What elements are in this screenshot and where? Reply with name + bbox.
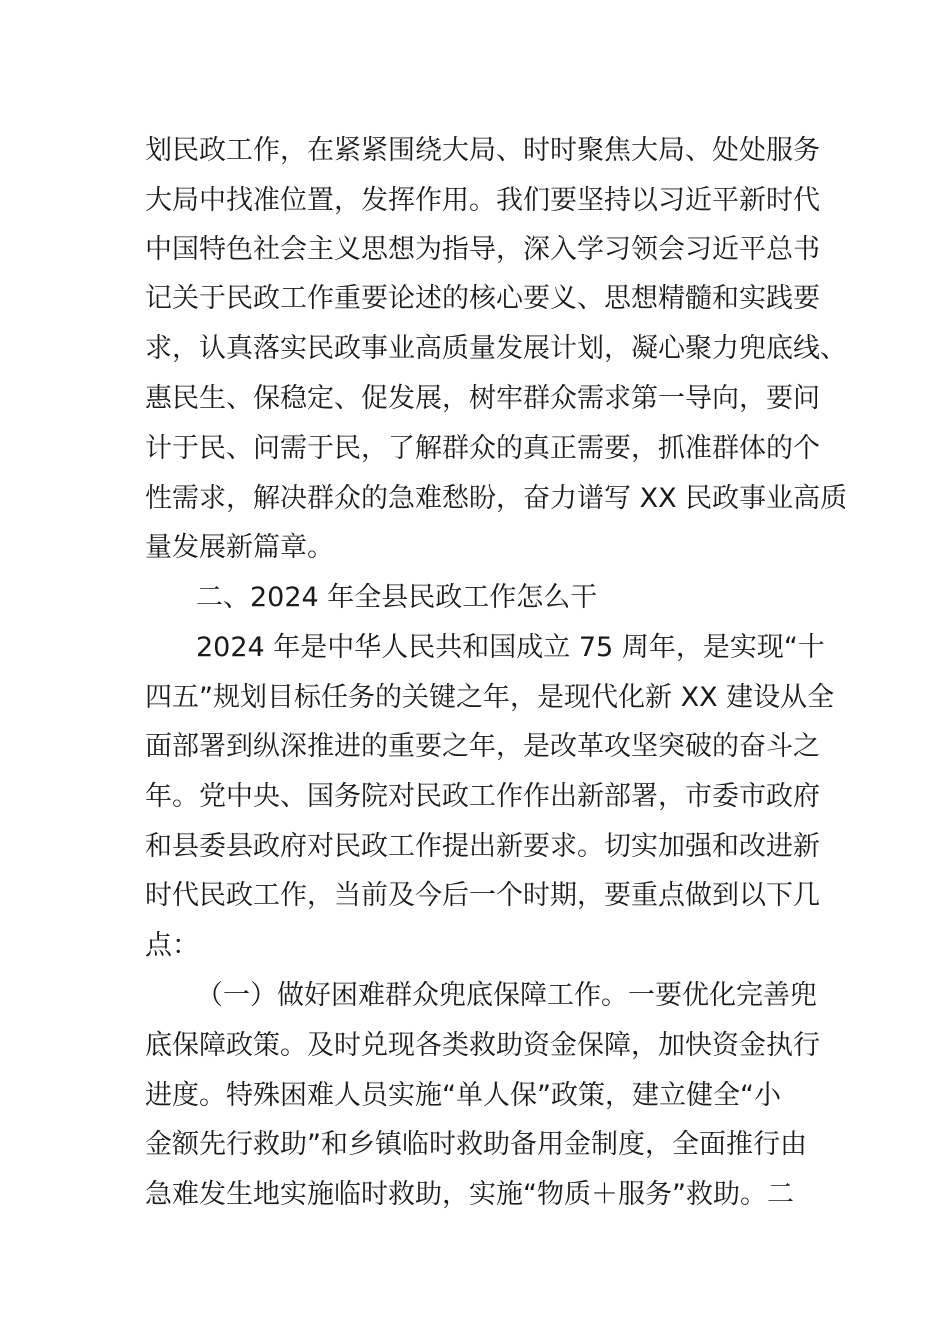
paragraph-line: 求，认真落实民政事业高质量发展计划，凝心聚力兜底线、 xyxy=(145,333,847,364)
paragraph-line: 底保障政策。及时兑现各类救助资金保障，加快资金执行 xyxy=(145,1030,820,1061)
paragraph-line: 金额先行救助”和乡镇临时救助备用金制度，全面推行由 xyxy=(145,1129,807,1160)
paragraph-line: 计于民、问需于民，了解群众的真正需要，抓准群体的个 xyxy=(145,433,820,464)
paragraph-line: 年。党中央、国务院对民政工作作出新部署，市委市政府 xyxy=(145,781,820,812)
paragraph-line: 2024 年是中华人民共和国成立 75 周年，是实现“十 xyxy=(196,632,825,663)
paragraph-line: 急难发生地实施临时救助，实施“物质＋服务”救助。二 xyxy=(145,1179,794,1210)
paragraph-line: 性需求，解决群众的急难愁盼，奋力谱写 XX 民政事业高质 xyxy=(145,483,848,514)
paragraph-line: 量发展新篇章。 xyxy=(145,532,334,563)
paragraph-line: 记关于民政工作重要论述的核心要义、思想精髓和实践要 xyxy=(145,283,820,314)
paragraph-line: 和县委县政府对民政工作提出新要求。切实加强和改进新 xyxy=(145,831,820,862)
paragraph-line: 面部署到纵深推进的重要之年，是改革攻坚突破的奋斗之 xyxy=(145,731,820,762)
paragraph-line: 中国特色社会主义思想为指导，深入学习领会习近平总书 xyxy=(145,234,820,265)
paragraph-line: 时代民政工作，当前及今后一个时期，要重点做到以下几 xyxy=(145,880,820,911)
section-heading: 二、2024 年全县民政工作怎么干 xyxy=(196,582,598,613)
paragraph-line: 大局中找准位置，发挥作用。我们要坚持以习近平新时代 xyxy=(145,185,820,216)
paragraph-line: 四五”规划目标任务的关键之年，是现代化新 XX 建设从全 xyxy=(145,682,835,713)
paragraph-line: 惠民生、保稳定、促发展，树牢群众需求第一导向，要问 xyxy=(145,383,820,414)
paragraph-line: 进度。特殊困难人员实施“单人保”政策，建立健全“小 xyxy=(145,1080,781,1111)
subsection-heading-line: （一）做好困难群众兜底保障工作。一要优化完善兜 xyxy=(196,980,817,1011)
paragraph-line: 划民政工作，在紧紧围绕大局、时时聚焦大局、处处服务 xyxy=(145,135,820,166)
paragraph-line: 点： xyxy=(145,930,199,961)
